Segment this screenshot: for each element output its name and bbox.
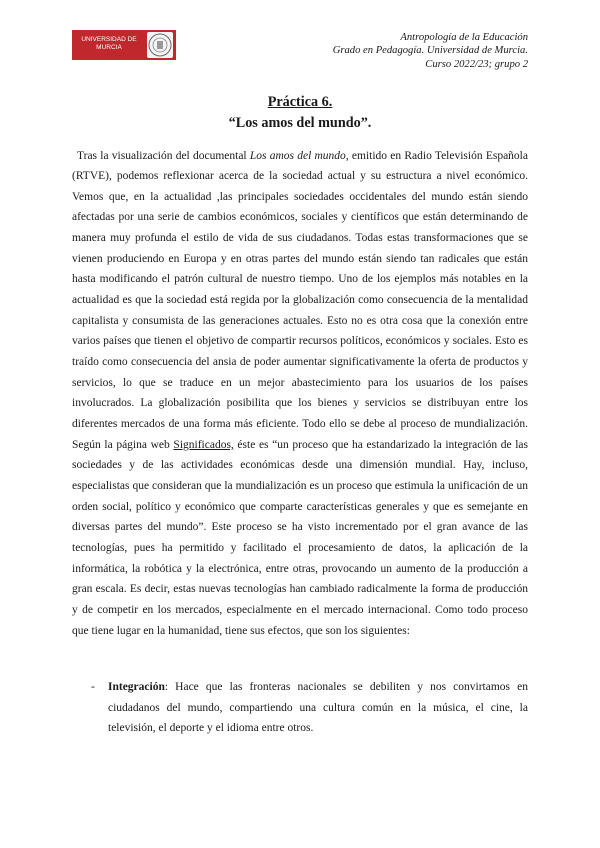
page-title: [0, 92, 600, 134]
course-year: Curso 2022/23; grupo 2: [425, 58, 528, 70]
documentary-title: Los amos del mundo: [249, 149, 346, 162]
source-reference: Significados,: [173, 438, 234, 451]
text-segment: éste es “un proceso que ha estandarizado la integración de las sociedades y de las actividades económicas desde una dimensión mundial. Hay, incluso, especialistas que consideran que la mundialización es un proceso que estimula la unificación de un orden social, político y económico que comparte características generales y que es semejante en diversas partes del mundo”. Este proceso se ha visto incrementado por el gran avance de las tecnologías, pues ha permitido y facilitado el procesamiento de datos, la aplicación de la informática, la robótica y la electrónica, entre otras, provocando un aumento de la producción a gran escala. Es decir, estas nuevas tecnologías han cambiado radicalmente la forma de producción y de competir en los mercados, especialmente en el mercado internacional. Como todo proceso que tiene lugar en la humanidad, tiene sus efectos, que son los siguientes:: [72, 438, 528, 637]
logo-text: UNIVERSIDAD DE MURCIA: [81, 36, 137, 51]
body-paragraph: [72, 146, 528, 642]
practice-title: “Los amos del mundo”.: [228, 115, 372, 131]
course-subject: Antropología de la Educación: [400, 32, 528, 43]
list-item-term: Integración: [108, 681, 165, 693]
list-item: [72, 677, 528, 739]
text-segment: Tras la visualización del documental: [77, 149, 250, 162]
practice-number: Práctica 6.: [267, 94, 333, 110]
course-degree: Grado en Pedagogía. Universidad de Murcia.: [332, 45, 528, 57]
university-logo: [72, 30, 176, 60]
paragraph: [72, 146, 528, 642]
seal-icon: [147, 32, 173, 58]
text-segment: , emitido en Radio Televisión Española (RTVE), podemos reflexionar acerca de la sociedad actual y su estructura a nivel económico. Vemos que, en la actualidad ,las principales sociedades occidentales del mundo están siendo afectadas por una serie de cambios económicos, sociales y científicos que están determinando de manera muy profunda el estilo de vida de sus ciudadanos. Todas estas transformaciones que se vienen produciendo en Europa y en otras partes del mundo están siendo tan radicales que están hasta modificando el patrón cultural de nuestro tiempo. Uno de los ejemplos más notables en la actualidad es que la sociedad está regida por la globalización como consecuencia de la mentalidad capitalista y consumista de las generaciones actuales. Esto no es otra cosa que la conexión entre varios países que tienen el objetivo de compartir recursos políticos, económicos y sociales. Esto es traído como consecuencia del ansia de poder aumentar significativamente la oferta de productos y servicios, lo que se traduce en un mejor abastecimiento para los usuarios de los países involucrados. La globalización posibilita que los bienes y servicios se distribuyan entre los diferentes mercados de una forma más eficiente. Todo ello se debe al proceso de mundialización. Según la página web: [72, 149, 528, 451]
list-item-text: [108, 677, 528, 739]
bullet-marker: -: [91, 681, 95, 693]
course-info: [333, 31, 528, 71]
list-item-body: : Hace que las fronteras nacionales se debiliten y nos convirtamos en ciudadanos del mundo, compartiendo una cultura común en la música, el cine, la televisión, el deporte y el idioma entre otros.: [108, 681, 528, 735]
